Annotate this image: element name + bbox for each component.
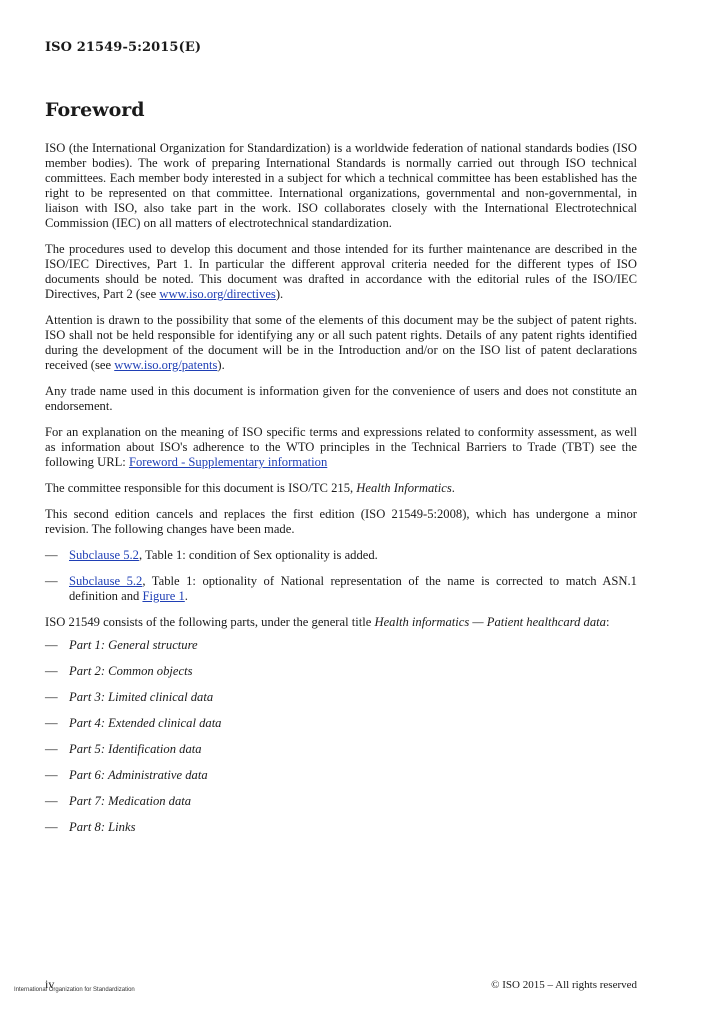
dash-bullet: — <box>45 574 58 588</box>
change-text: , Table 1: optionality of National representation of the name is corrected to match ASN.1 definition and <box>69 574 637 603</box>
part-label: Part 5: Identification data <box>69 742 202 756</box>
page-number: iv <box>45 977 55 991</box>
part-label: Part 7: Medication data <box>69 794 192 808</box>
dash-bullet: — <box>45 548 58 562</box>
subclause-link[interactable]: Subclause 5.2 <box>69 548 139 562</box>
page-title: Foreword <box>45 99 145 121</box>
patents-link[interactable]: www.iso.org/patents <box>114 358 218 372</box>
part-label: Part 4: Extended clinical data <box>69 716 222 730</box>
footer-organization: International Organization for Standardization <box>14 987 135 993</box>
dash-bullet: — <box>45 690 58 704</box>
list-item <box>45 574 637 604</box>
list-item <box>45 638 637 653</box>
paragraph-procedures-text: The procedures used to develop this document and those intended for its further maintenance are described in the ISO/IEC Directives, Part 1. In particular the different approval criteria needed for the different types of ISO documents should be noted. This document was drafted in accordance with the editorial rules of the ISO/IEC Directives, Part 2 (see <box>45 242 637 301</box>
paragraph-parts-end: : <box>605 615 610 629</box>
list-item <box>45 690 637 705</box>
subclause-link[interactable]: Subclause 5.2 <box>69 574 143 588</box>
paragraph-parts-intro <box>45 615 637 630</box>
list-item <box>45 548 637 563</box>
list-item <box>45 820 637 835</box>
paragraph-committee-text: The committee responsible for this document is ISO/TC 215, <box>45 481 357 495</box>
dash-bullet: — <box>45 716 58 730</box>
dash-bullet: — <box>45 768 58 782</box>
paragraph-edition: This second edition cancels and replaces the first edition (ISO 21549-5:2008), which has undergone a minor revision. The following changes have been made. <box>45 507 637 536</box>
paragraph-patents <box>45 313 637 373</box>
committee-name: Health Informatics <box>356 481 452 495</box>
paragraph-conformity-text: For an explanation on the meaning of ISO specific terms and expressions related to conformity assessment, as well as information about ISO's adherence to the WTO principles in the Technical Barriers to Trade (TBT) see the following URL: <box>45 425 637 469</box>
list-item <box>45 794 637 809</box>
copyright-notice: © ISO 2015 – All rights reserved <box>491 979 637 991</box>
foreword-body <box>45 141 637 846</box>
paragraph-procedures-end: ). <box>275 287 284 301</box>
dash-bullet: — <box>45 794 58 808</box>
paragraph-patents-end: ). <box>217 358 225 372</box>
change-text-end: . <box>184 589 188 603</box>
dash-bullet: — <box>45 638 58 652</box>
paragraph-trade-name: Any trade name used in this document is information given for the convenience of users and does not constitute an endorsement. <box>45 384 637 413</box>
general-title: Health informatics — Patient healthcard data <box>374 615 606 629</box>
part-label: Part 2: Common objects <box>69 664 193 678</box>
dash-bullet: — <box>45 664 58 678</box>
list-item <box>45 742 637 757</box>
change-text: , Table 1: condition of Sex optionality is added. <box>138 548 378 562</box>
document-id-header: ISO 21549-5:2015(E) <box>45 40 202 55</box>
paragraph-patents-text: Attention is drawn to the possibility that some of the elements of this document may be the subject of patent rights. ISO shall not be held responsible for identifying any or all such patent rights. Details of any patent rights identified during the development of the document will be in the Introduction and/or on the ISO list of patent declarations received (see <box>45 313 637 372</box>
dash-bullet: — <box>45 820 58 834</box>
supplementary-info-link[interactable]: Foreword - Supplementary information <box>128 455 328 469</box>
paragraph-committee-end: . <box>451 481 455 495</box>
list-item <box>45 716 637 731</box>
paragraph-procedures <box>45 242 637 302</box>
paragraph-parts-text: ISO 21549 consists of the following parts, under the general title <box>45 615 375 629</box>
changes-list <box>45 548 637 604</box>
dash-bullet: — <box>45 742 58 756</box>
paragraph-iso-intro: ISO (the International Organization for Standardization) is a worldwide federation of national standards bodies (ISO member bodies). The work of preparing International Standards is normally carried out through ISO technical committees. Each member body interested in a subject for which a technical committee has been established has the right to be represented on that committee. International organizations, governmental and non-governmental, in liaison with ISO, also take part in the work. ISO collaborates closely with the International Electrotechnical Commission (IEC) on all matters of electrotechnical standardization. <box>45 141 637 230</box>
part-label: Part 3: Limited clinical data <box>69 690 214 704</box>
parts-list <box>45 638 637 835</box>
part-label: Part 1: General structure <box>69 638 198 652</box>
part-label: Part 8: Links <box>69 820 136 834</box>
figure-link[interactable]: Figure 1 <box>142 589 185 603</box>
part-label: Part 6: Administrative data <box>69 768 208 782</box>
paragraph-conformity <box>45 425 637 470</box>
list-item <box>45 768 637 783</box>
directives-link[interactable]: www.iso.org/directives <box>159 287 276 301</box>
list-item <box>45 664 637 679</box>
paragraph-committee <box>45 481 637 496</box>
